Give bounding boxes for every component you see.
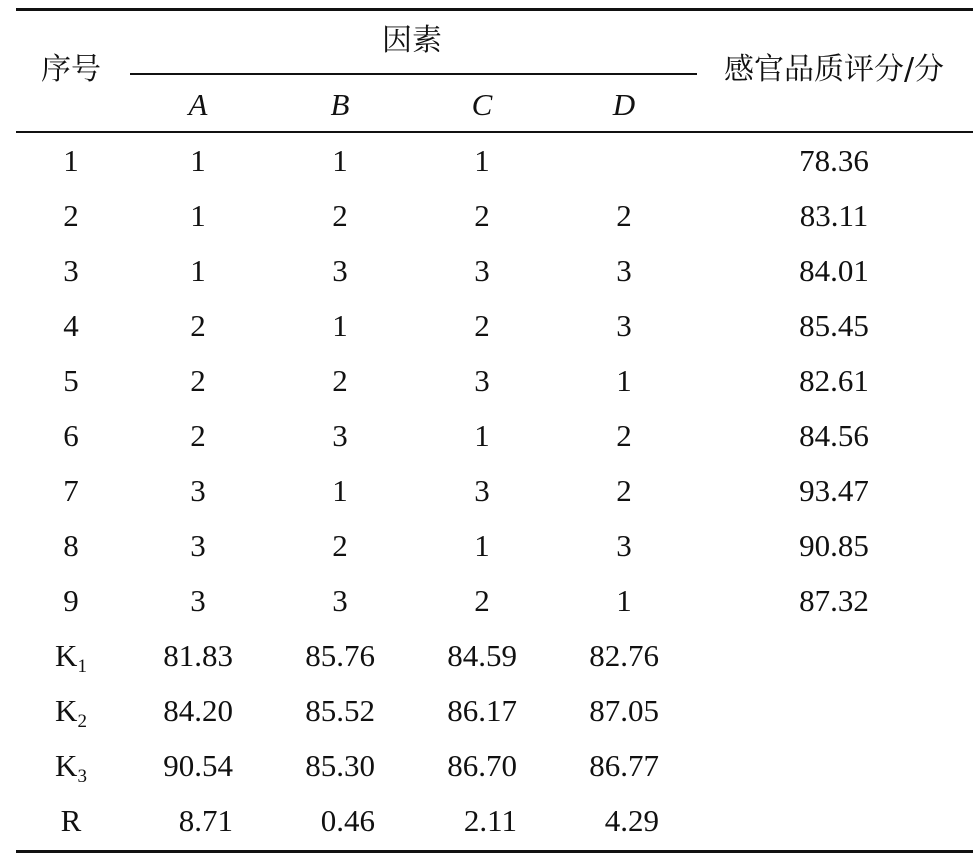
stat-a: 84.20 [163, 693, 233, 728]
cell-d: 3 [616, 253, 632, 288]
header-factor-c: C [471, 87, 493, 122]
stat-label [55, 638, 87, 677]
stat-a: 90.54 [163, 748, 233, 783]
cell-seq: 6 [63, 418, 79, 453]
stat-label-text: K [55, 638, 78, 673]
stat-b: 0.46 [320, 803, 375, 838]
cell-a: 1 [190, 198, 206, 233]
cell-seq: 4 [63, 308, 79, 343]
cell-c: 1 [474, 143, 490, 178]
cell-score: 83.11 [799, 198, 869, 233]
cell-a: 2 [190, 363, 206, 398]
cell-c: 2 [474, 198, 490, 233]
stat-d: 87.05 [589, 693, 659, 728]
cell-d: 2 [616, 473, 632, 508]
header-factor-a: A [188, 87, 208, 122]
cell-b: 2 [332, 528, 348, 563]
cell-a: 3 [190, 583, 206, 618]
cell-c: 3 [474, 363, 490, 398]
cell-seq: 5 [63, 363, 79, 398]
stat-b: 85.52 [305, 693, 375, 728]
stat-label [61, 805, 82, 836]
cell-b: 1 [332, 143, 348, 178]
cell-score: 82.61 [799, 363, 869, 398]
header-factor-d: D [612, 87, 636, 122]
cell-score: 85.45 [799, 308, 869, 343]
stat-label-text: R [60, 803, 82, 838]
stat-a: 81.83 [163, 638, 233, 673]
stat-b: 85.76 [305, 638, 375, 673]
cell-b: 3 [332, 583, 348, 618]
header-score: 感官品质评分/分 [723, 52, 945, 87]
stat-d: 82.76 [589, 638, 659, 673]
cell-a: 2 [190, 308, 206, 343]
stat-b: 85.30 [305, 748, 375, 783]
stat-d: 86.77 [589, 748, 659, 783]
stat-label-subscript: 2 [77, 711, 87, 732]
cell-score: 90.85 [799, 528, 869, 563]
header-seq: 序号 [41, 52, 101, 87]
stat-c: 86.17 [447, 693, 517, 728]
stat-c: 2.11 [463, 803, 517, 838]
cell-score: 78.36 [799, 143, 869, 178]
cell-b: 1 [332, 308, 348, 343]
cell-a: 3 [190, 473, 206, 508]
cell-score: 84.56 [799, 418, 869, 453]
stat-label-text: K [55, 693, 78, 728]
top-rule [16, 8, 973, 11]
cell-seq: 7 [63, 473, 79, 508]
stat-label-subscript: 3 [77, 766, 87, 787]
bottom-rule [16, 850, 973, 853]
cell-d: 3 [616, 528, 632, 563]
cell-seq: 1 [63, 143, 79, 178]
factor-group-rule [130, 73, 697, 75]
cell-a: 3 [190, 528, 206, 563]
cell-c: 2 [474, 583, 490, 618]
cell-a: 2 [190, 418, 206, 453]
header-rule [16, 131, 973, 133]
cell-d: 1 [616, 583, 632, 618]
cell-score: 84.01 [799, 253, 869, 288]
stat-label [55, 693, 87, 732]
stat-a: 8.71 [178, 803, 233, 838]
cell-b: 2 [332, 198, 348, 233]
stat-label [55, 748, 87, 787]
cell-c: 2 [474, 308, 490, 343]
cell-d: 2 [616, 418, 632, 453]
cell-d: 3 [616, 308, 632, 343]
cell-score: 93.47 [799, 473, 869, 508]
stat-c: 86.70 [447, 748, 517, 783]
header-factor-group: 因素 [382, 23, 442, 58]
stat-d: 4.29 [604, 803, 659, 838]
cell-c: 3 [474, 473, 490, 508]
cell-d: 1 [616, 363, 632, 398]
cell-seq: 9 [63, 583, 79, 618]
cell-b: 3 [332, 418, 348, 453]
cell-c: 1 [474, 418, 490, 453]
stat-label-subscript: 1 [77, 656, 87, 677]
cell-c: 3 [474, 253, 490, 288]
cell-score: 87.32 [799, 583, 869, 618]
cell-seq: 8 [63, 528, 79, 563]
cell-seq: 2 [63, 198, 79, 233]
cell-b: 3 [332, 253, 348, 288]
cell-a: 1 [190, 143, 206, 178]
stat-label-text: K [55, 748, 78, 783]
cell-seq: 3 [63, 253, 79, 288]
cell-d: 2 [616, 198, 632, 233]
header-factor-b: B [330, 87, 350, 122]
stat-c: 84.59 [447, 638, 517, 673]
cell-b: 1 [332, 473, 348, 508]
cell-b: 2 [332, 363, 348, 398]
cell-c: 1 [474, 528, 490, 563]
cell-a: 1 [190, 253, 206, 288]
